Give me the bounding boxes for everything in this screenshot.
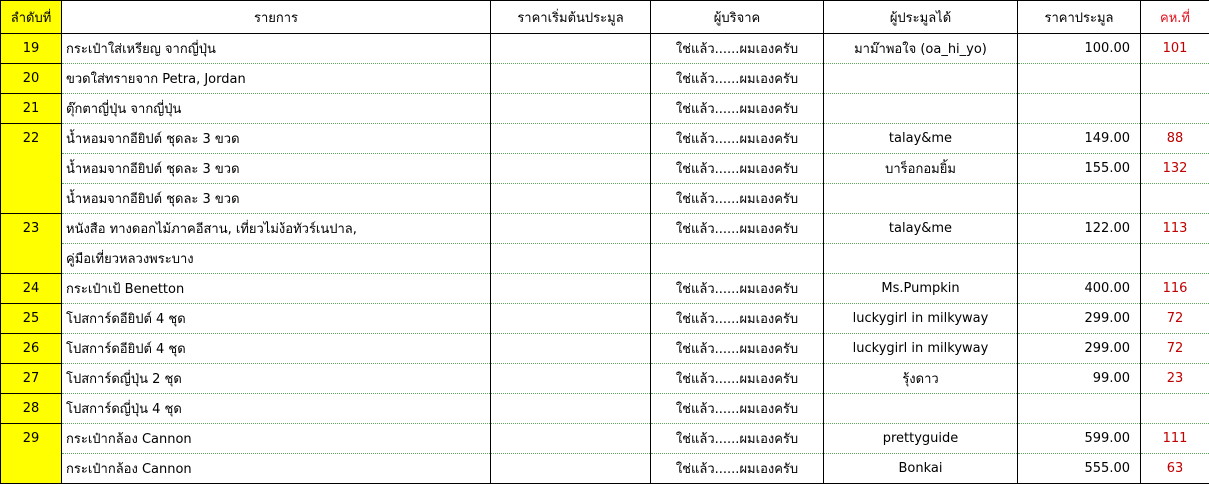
- winner-name: [824, 64, 1018, 94]
- donor-name: ใช่แล้ว......ผมเองครับ: [651, 274, 824, 304]
- item-name: น้ำหอมจากอียิปต์ ชุดละ 3 ขวด: [62, 124, 491, 154]
- winner-name: บาร็อกอมยิ้ม: [824, 154, 1018, 184]
- winner-name: Ms.Pumpkin: [824, 274, 1018, 304]
- comment-number: [1141, 94, 1209, 124]
- item-name: ตุ๊กตาญี่ปุ่น จากญี่ปุ่น: [62, 94, 491, 124]
- row-number: [1, 454, 62, 484]
- header-no: ลำดับที่: [1, 1, 62, 34]
- table-row: [1, 304, 1209, 334]
- donor-name: ใช่แล้ว......ผมเองครับ: [651, 334, 824, 364]
- winner-name: มาม๊าพอใจ (oa_hi_yo): [824, 34, 1018, 64]
- table-row: [1, 124, 1209, 154]
- item-name: คู่มือเที่ยวหลวงพระบาง: [62, 244, 491, 274]
- comment-number: 88: [1141, 124, 1209, 154]
- winner-name: luckygirl in milkyway: [824, 334, 1018, 364]
- donor-name: ใช่แล้ว......ผมเองครับ: [651, 214, 824, 244]
- winner-name: luckygirl in milkyway: [824, 304, 1018, 334]
- comment-number: 63: [1141, 454, 1209, 484]
- donor-name: ใช่แล้ว......ผมเองครับ: [651, 394, 824, 424]
- item-name: โปสการ์ดญี่ปุ่น 2 ชุด: [62, 364, 491, 394]
- item-name: กระเป๋าใส่เหรียญ จากญี่ปุ่น: [62, 34, 491, 64]
- row-number: [1, 244, 62, 274]
- item-name: หนังสือ ทางดอกไม้ภาคอีสาน, เที่ยวไม่ง้อทัวร์เนปาล,: [62, 214, 491, 244]
- start-price: [491, 94, 651, 124]
- start-price: [491, 34, 651, 64]
- start-price: [491, 274, 651, 304]
- item-name: ขวดใส่ทรายจาก Petra, Jordan: [62, 64, 491, 94]
- comment-number: 132: [1141, 154, 1209, 184]
- winner-name: Bonkai: [824, 454, 1018, 484]
- header-start-price: ราคาเริ่มต้นประมูล: [491, 1, 651, 34]
- row-number: 29: [1, 424, 62, 454]
- auction-price: [1018, 184, 1141, 214]
- row-number: [1, 154, 62, 184]
- table-row: [1, 64, 1209, 94]
- winner-name: [824, 94, 1018, 124]
- auction-price: 155.00: [1018, 154, 1141, 184]
- donor-name: ใช่แล้ว......ผมเองครับ: [651, 424, 824, 454]
- item-name: กระเป๋ากล้อง Cannon: [62, 424, 491, 454]
- auction-price: 122.00: [1018, 214, 1141, 244]
- comment-number: 101: [1141, 34, 1209, 64]
- row-number: 24: [1, 274, 62, 304]
- winner-name: [824, 394, 1018, 424]
- auction-price: 99.00: [1018, 364, 1141, 394]
- table-row: [1, 94, 1209, 124]
- row-number: 27: [1, 364, 62, 394]
- item-name: โปสการ์ดญี่ปุ่น 4 ชุด: [62, 394, 491, 424]
- start-price: [491, 214, 651, 244]
- auction-price: 299.00: [1018, 304, 1141, 334]
- comment-number: [1141, 184, 1209, 214]
- row-number: 21: [1, 94, 62, 124]
- table-row: [1, 34, 1209, 64]
- row-number: 19: [1, 34, 62, 64]
- start-price: [491, 304, 651, 334]
- item-name: กระเป๋าเป้ Benetton: [62, 274, 491, 304]
- comment-number: [1141, 244, 1209, 274]
- row-number: 23: [1, 214, 62, 244]
- table-row: [1, 244, 1209, 274]
- start-price: [491, 394, 651, 424]
- row-number: 26: [1, 334, 62, 364]
- row-number: 25: [1, 304, 62, 334]
- auction-price: 149.00: [1018, 124, 1141, 154]
- donor-name: ใช่แล้ว......ผมเองครับ: [651, 454, 824, 484]
- row-number: 20: [1, 64, 62, 94]
- comment-number: 72: [1141, 334, 1209, 364]
- item-name: โปสการ์ดอียิปต์ 4 ชุด: [62, 304, 491, 334]
- winner-name: talay&me: [824, 124, 1018, 154]
- header-row: [1, 1, 1209, 34]
- start-price: [491, 334, 651, 364]
- winner-name: [824, 184, 1018, 214]
- comment-number: 23: [1141, 364, 1209, 394]
- start-price: [491, 424, 651, 454]
- table-row: [1, 214, 1209, 244]
- table-row: [1, 334, 1209, 364]
- auction-price: [1018, 64, 1141, 94]
- start-price: [491, 454, 651, 484]
- start-price: [491, 64, 651, 94]
- auction-price: [1018, 94, 1141, 124]
- winner-name: [824, 244, 1018, 274]
- auction-price: 299.00: [1018, 334, 1141, 364]
- auction-price: 400.00: [1018, 274, 1141, 304]
- auction-price: 555.00: [1018, 454, 1141, 484]
- comment-number: [1141, 64, 1209, 94]
- item-name: น้ำหอมจากอียิปต์ ชุดละ 3 ขวด: [62, 184, 491, 214]
- comment-number: 72: [1141, 304, 1209, 334]
- row-number: 22: [1, 124, 62, 154]
- table-row: [1, 274, 1209, 304]
- donor-name: ใช่แล้ว......ผมเองครับ: [651, 364, 824, 394]
- table-row: [1, 364, 1209, 394]
- donor-name: ใช่แล้ว......ผมเองครับ: [651, 124, 824, 154]
- comment-number: [1141, 394, 1209, 424]
- auction-price: [1018, 244, 1141, 274]
- header-donor: ผู้บริจาค: [651, 1, 824, 34]
- item-name: น้ำหอมจากอียิปต์ ชุดละ 3 ขวด: [62, 154, 491, 184]
- table-row: [1, 154, 1209, 184]
- row-number: [1, 184, 62, 214]
- winner-name: talay&me: [824, 214, 1018, 244]
- header-winner: ผู้ประมูลได้: [824, 1, 1018, 34]
- table-body: [1, 34, 1209, 484]
- table-row: [1, 424, 1209, 454]
- donor-name: [651, 244, 824, 274]
- row-number: 28: [1, 394, 62, 424]
- start-price: [491, 244, 651, 274]
- donor-name: ใช่แล้ว......ผมเองครับ: [651, 184, 824, 214]
- auction-price: 599.00: [1018, 424, 1141, 454]
- item-name: กระเป๋ากล้อง Cannon: [62, 454, 491, 484]
- table-row: [1, 184, 1209, 214]
- winner-name: รุ้งดาว: [824, 364, 1018, 394]
- comment-number: 111: [1141, 424, 1209, 454]
- donor-name: ใช่แล้ว......ผมเองครับ: [651, 34, 824, 64]
- header-price: ราคาประมูล: [1018, 1, 1141, 34]
- comment-number: 116: [1141, 274, 1209, 304]
- auction-price: 100.00: [1018, 34, 1141, 64]
- table-row: [1, 394, 1209, 424]
- start-price: [491, 184, 651, 214]
- winner-name: prettyguide: [824, 424, 1018, 454]
- item-name: โปสการ์ดอียิปต์ 4 ชุด: [62, 334, 491, 364]
- auction-price: [1018, 394, 1141, 424]
- donor-name: ใช่แล้ว......ผมเองครับ: [651, 304, 824, 334]
- table-row: [1, 454, 1209, 484]
- comment-number: 113: [1141, 214, 1209, 244]
- header-item: รายการ: [62, 1, 491, 34]
- donor-name: ใช่แล้ว......ผมเองครับ: [651, 154, 824, 184]
- header-comment: คห.ที่: [1141, 1, 1209, 34]
- donor-name: ใช่แล้ว......ผมเองครับ: [651, 64, 824, 94]
- donor-name: ใช่แล้ว......ผมเองครับ: [651, 94, 824, 124]
- start-price: [491, 124, 651, 154]
- start-price: [491, 154, 651, 184]
- start-price: [491, 364, 651, 394]
